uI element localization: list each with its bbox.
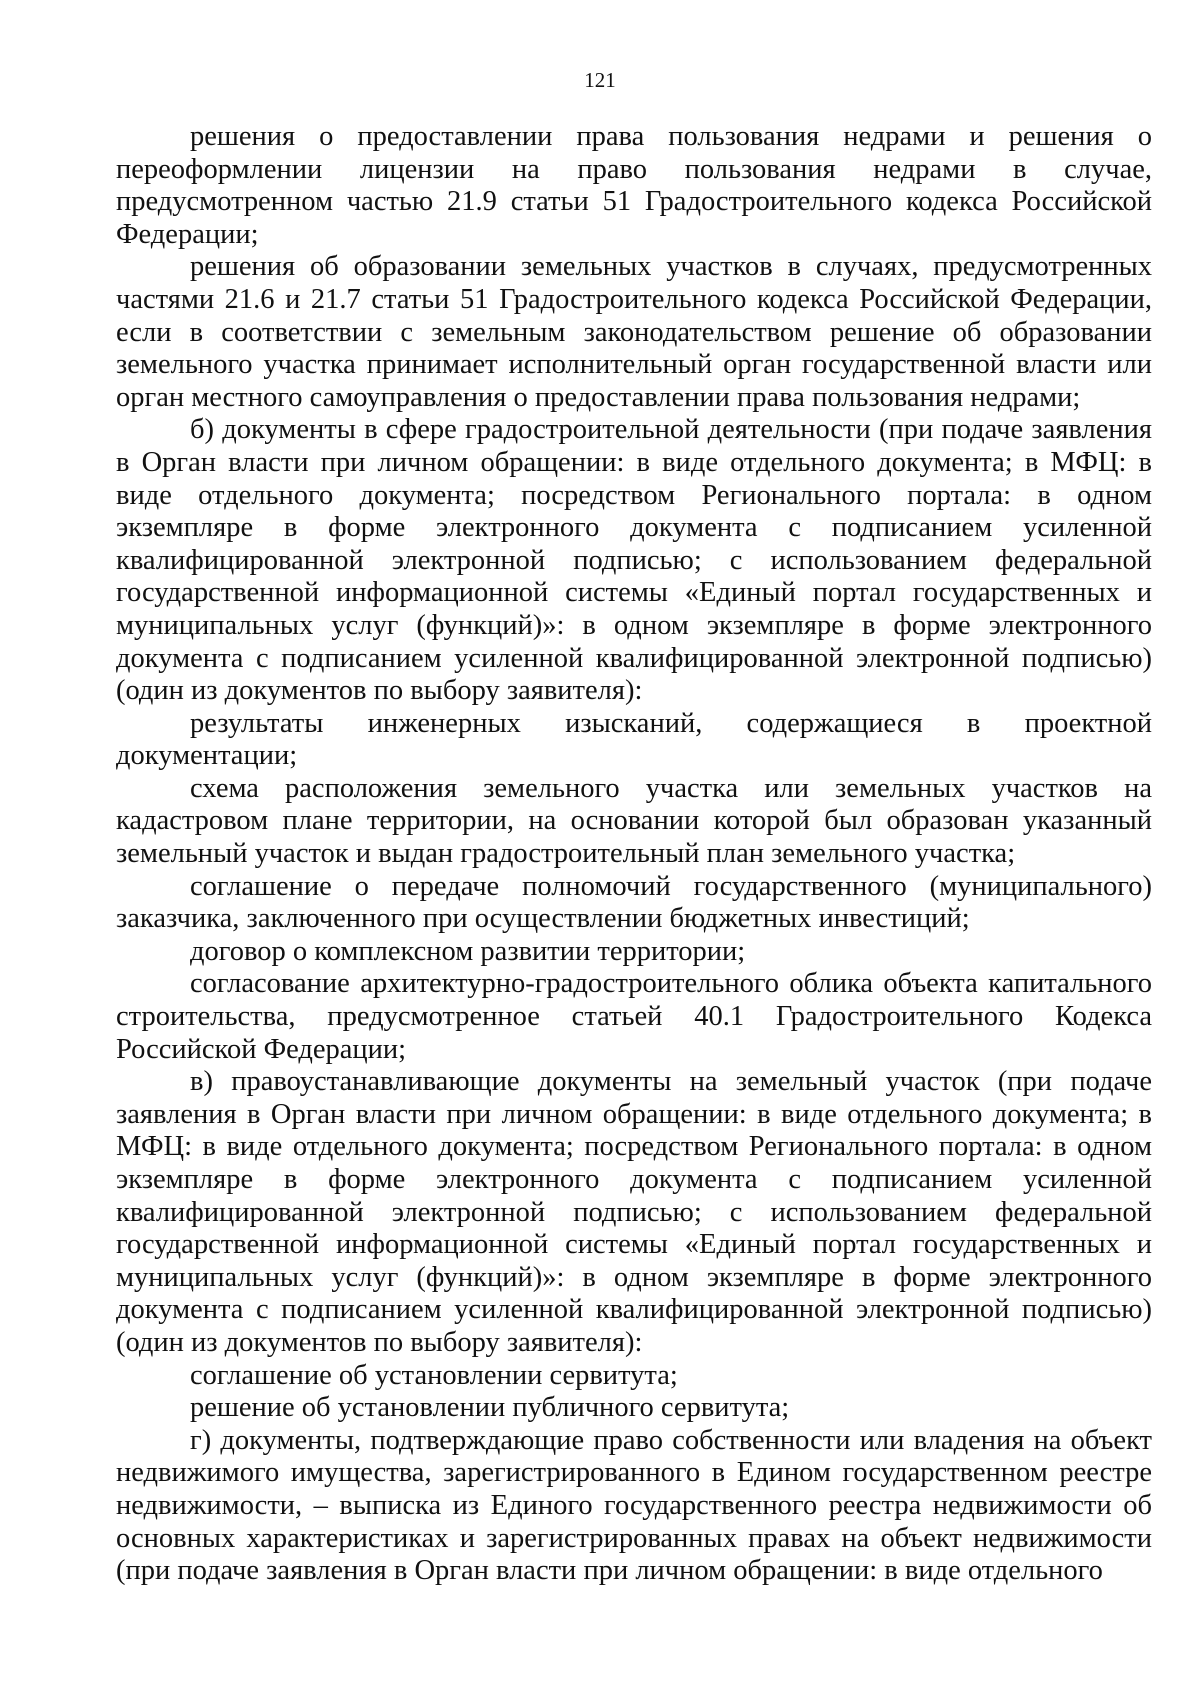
paragraph-territory-development-contract: договор о комплексном развитии территории;	[190, 935, 746, 967]
paragraph-land-title-documents: в) правоустанавливающие документы на земельный участок (при подаче заявления в Орган власти при личном обращении: в виде отдельного документа; в МФЦ: в виде отдельного документа; посредством Регионального портала: в одном экземпляре в форме электронного документа с подписанием усиленной квалифицированной электронной подписью; с использованием федеральной государственной информационной системы «Единый портал государственных и муниципальных услуг (функций)»: в одном экземпляре в форме электронного документа с подписанием усиленной квалифицированной электронной подписью) (один из документов по выбору заявителя):	[116, 1066, 1152, 1358]
paragraph-public-servitude-decision: решение об установлении публичного сервитута;	[190, 1392, 790, 1424]
document-body	[116, 121, 1152, 1588]
paragraph-land-plot-layout-scheme: схема расположения земельного участка или земельных участков на кадастровом плане территории, на основании которой был образован указанный земельный участок и выдан градостроительный план земельного участка;	[116, 772, 1152, 870]
paragraph-land-plot-formation-decision: решения об образовании земельных участков в случаях, предусмотренных частями 21.6 и 21.7 статьи 51 Градостроительного кодекса Российской Федерации, если в соответствии с земельным законодательством решение об образовании земельного участка принимает исполнительный орган государственной власти или орган местного самоуправления о предоставлении права пользования недрами;	[116, 251, 1152, 413]
paragraph-license-decision: решения о предоставлении права пользования недрами и решения о переоформлении лицензии на право пользования недрами в случае, предусмотренном частью 21.9 статьи 51 Градостроительного кодекса Российской Федерации;	[116, 121, 1152, 250]
page-number: 121	[584, 68, 616, 92]
paragraph-urban-planning-documents: б) документы в сфере градостроительной деятельности (при подаче заявления в Орган власти при личном обращении: в виде отдельного документа; в МФЦ: в виде отдельного документа; посредством Регионального портала: в одном экземпляре в форме электронного документа с подписанием усиленной квалифицированной электронной подписью; с использованием федеральной государственной информационной системы «Единый портал государственных и муниципальных услуг (функций)»: в одном экземпляре в форме электронного документа с подписанием усиленной квалифицированной электронной подписью) (один из документов по выбору заявителя):	[116, 414, 1152, 707]
paragraph-ownership-documents: г) документы, подтверждающие право собственности или владения на объект недвижимого имущества, зарегистрированного в Едином государственном реестре недвижимости, – выписка из Единого государственного реестра недвижимости об основных характеристиках и зарегистрированных правах на объект недвижимости (при подаче заявления в Орган власти при личном обращении: в виде отдельного	[116, 1424, 1152, 1587]
paragraph-servitude-agreement: соглашение об установлении сервитута;	[190, 1359, 678, 1391]
paragraph-architectural-appearance-approval: согласование архитектурно-градостроительного облика объекта капитального строительства, предусмотренное статьей 40.1 Градостроительного Кодекса Российской Федерации;	[116, 968, 1152, 1065]
paragraph-engineering-survey-results: результаты инженерных изысканий, содержащиеся в проектной документации;	[116, 707, 1152, 772]
paragraph-customer-powers-agreement: соглашение о передаче полномочий государственного (муниципального) заказчика, заключенного при осуществлении бюджетных инвестиций;	[116, 870, 1152, 935]
